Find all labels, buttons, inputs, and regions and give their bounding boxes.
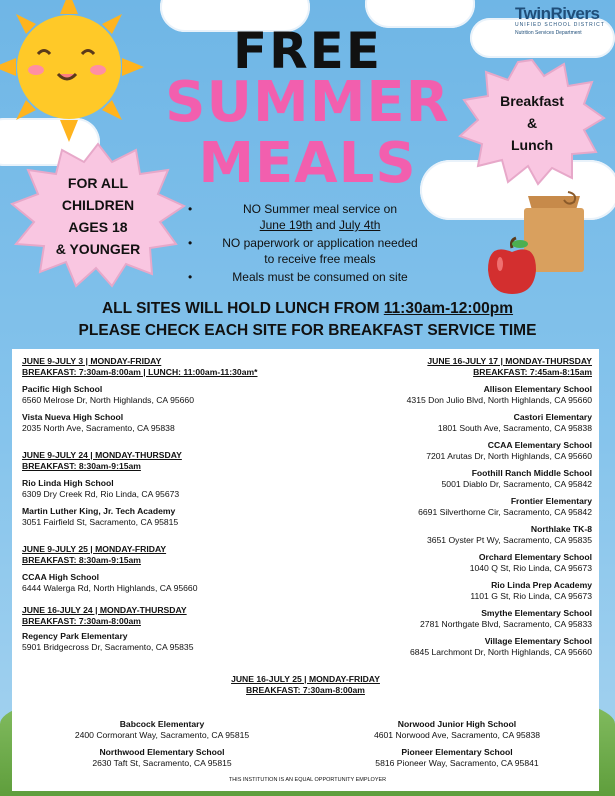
burst-line: & — [526, 115, 538, 131]
group-heading: JUNE 16-JULY 25 | MONDAY-FRIDAY — [231, 674, 380, 684]
site-address: 2035 North Ave, Sacramento, CA 95838 — [22, 423, 175, 433]
site-address: 1101 G St, Rio Linda, CA 95673 — [470, 591, 592, 601]
lunch-time-headline — [0, 300, 615, 318]
schedule-group-left-3 — [22, 544, 322, 594]
schedule-group-left-1 — [22, 356, 322, 434]
site-address: 5001 Diablo Dr, Sacramento, CA 95842 — [441, 479, 592, 489]
logo-department: Nutrition Services Department — [515, 30, 582, 36]
site-address: 7201 Arutas Dr, North Highlands, CA 95660 — [426, 451, 592, 461]
apple-icon — [486, 236, 538, 296]
site-name: Pioneer Elementary School — [401, 747, 513, 757]
bullet-on-site — [194, 269, 446, 285]
schedule-box — [12, 349, 599, 791]
site-name: Northlake TK-8 — [530, 524, 592, 534]
site-address: 3651 Oyster Pt Wy, Sacramento, CA 95835 — [426, 535, 592, 545]
site-address: 6444 Walerga Rd, North Highlands, CA 95660 — [22, 583, 198, 593]
site-address: 5816 Pioneer Way, Sacramento, CA 95841 — [375, 758, 539, 768]
site-address: 1801 South Ave, Sacramento, CA 95838 — [437, 423, 592, 433]
group-heading: JUNE 9-JULY 25 | MONDAY-FRIDAY — [22, 544, 167, 554]
site-address: 6691 Silverthorne Cir, Sacramento, CA 95842 — [418, 507, 592, 517]
burst-line: Breakfast — [500, 93, 564, 109]
group-hours: BREAKFAST: 7:30am-8:00am | LUNCH: 11:00am-11:30am* — [22, 367, 258, 377]
site-address: 2630 Taft St, Sacramento, CA 95815 — [92, 758, 232, 768]
site-address: 4315 Don Julio Blvd, North Highlands, CA 95660 — [406, 395, 592, 405]
bullet-text: to receive free meals — [264, 252, 376, 266]
site-name: Martin Luther King, Jr. Tech Academy — [22, 506, 176, 516]
site-address: 2781 Northgate Blvd, Sacramento, CA 95833 — [420, 619, 592, 629]
lunch-time: 11:30am-12:00pm — [383, 300, 514, 317]
site-address: 6560 Melrose Dr, North Highlands, CA 95660 — [22, 395, 194, 405]
site-address: 5901 Bridgecross Dr, Sacramento, CA 95835 — [22, 642, 194, 652]
group-heading: JUNE 9-JULY 24 | MONDAY-THURSDAY — [22, 450, 182, 460]
logo-name: TwinRivers — [515, 4, 600, 23]
meals-burst — [458, 56, 606, 186]
burst-line: Lunch — [511, 137, 553, 153]
group-hours: BREAKFAST: 8:30am-9:15am — [22, 555, 141, 565]
site-name: Vista Nueva High School — [22, 412, 124, 422]
site-address: 6845 Larchmont Dr, North Highlands, CA 95660 — [409, 647, 592, 657]
bullet-text: and — [312, 218, 340, 232]
headline-text: ALL SITES WILL HOLD LUNCH FROM — [101, 300, 384, 317]
site-name: Regency Park Elementary — [22, 631, 128, 641]
site-address: 6309 Dry Creek Rd, Rio Linda, CA 95673 — [22, 489, 180, 499]
schedule-group-bottom — [12, 674, 599, 696]
group-hours: BREAKFAST: 7:30am-8:00am — [22, 616, 141, 626]
site-name: CCAA High School — [22, 572, 100, 582]
eligibility-burst — [8, 140, 188, 290]
site-name: Babcock Elementary — [119, 719, 205, 729]
site-name: Foothill Ranch Middle School — [471, 468, 592, 478]
info-bullets — [194, 201, 446, 287]
title-meals: MEALS — [198, 131, 417, 196]
site-name: Castori Elementary — [513, 412, 592, 422]
bullet-text: NO Summer meal service on — [242, 202, 398, 216]
schedule-group-left-4 — [22, 605, 322, 653]
site-name: CCAA Elementary School — [487, 440, 592, 450]
group-heading: JUNE 16-JULY 17 | MONDAY-THURSDAY — [427, 356, 592, 366]
closed-date: June 19th — [259, 218, 313, 232]
bottom-sites-left — [42, 713, 282, 769]
site-name: Rio Linda Prep Academy — [491, 580, 592, 590]
bullet-no-paperwork — [194, 235, 446, 267]
schedule-group-right — [312, 356, 592, 658]
site-name: Smythe Elementary School — [481, 608, 592, 618]
burst-line: AGES 18 — [68, 219, 128, 235]
site-name: Village Elementary School — [484, 636, 592, 646]
bullet-no-service — [194, 201, 446, 233]
site-name: Pacific High School — [22, 384, 103, 394]
logo-subtitle: UNIFIED SCHOOL DISTRICT — [515, 22, 605, 28]
group-hours: BREAKFAST: 8:30am-9:15am — [22, 461, 141, 471]
site-name: Orchard Elementary School — [478, 552, 592, 562]
site-address: 3051 Fairfield St, Sacramento, CA 95815 — [22, 517, 179, 527]
title-summer: SUMMER — [165, 70, 450, 135]
site-name: Norwood Junior High School — [397, 719, 517, 729]
equal-opportunity-footer: THIS INSTITUTION IS AN EQUAL OPPORTUNITY EMPLOYER — [228, 777, 387, 783]
burst-line: FOR ALL — [67, 175, 129, 191]
site-address: 1040 Q St, Rio Linda, CA 95673 — [469, 563, 592, 573]
site-address: 2400 Cormorant Way, Sacramento, CA 95815 — [74, 730, 250, 740]
bottom-sites-right — [337, 713, 577, 769]
burst-line: CHILDREN — [61, 197, 135, 213]
group-hours: BREAKFAST: 7:45am-8:15am — [473, 367, 592, 377]
group-heading: JUNE 16-JULY 24 | MONDAY-THURSDAY — [22, 605, 187, 615]
group-hours: BREAKFAST: 7:30am-8:00am — [246, 685, 365, 695]
breakfast-note-headline: PLEASE CHECK EACH SITE FOR BREAKFAST SERVICE TIME — [78, 322, 537, 339]
bullet-text: NO paperwork or application needed — [222, 236, 418, 250]
site-name: Frontier Elementary — [510, 496, 592, 506]
schedule-group-left-2 — [22, 450, 322, 528]
closed-date: July 4th — [339, 218, 381, 232]
bullet-text: Meals must be consumed on site — [232, 270, 408, 284]
title-free: FREE — [233, 22, 382, 80]
burst-line: & YOUNGER — [55, 241, 141, 257]
site-name: Rio Linda High School — [22, 478, 114, 488]
site-name: Allison Elementary School — [483, 384, 592, 394]
group-heading: JUNE 9-JULY 3 | MONDAY-FRIDAY — [22, 356, 162, 366]
site-address: 4601 Norwood Ave, Sacramento, CA 95838 — [373, 730, 541, 740]
site-name: Northwood Elementary School — [99, 747, 225, 757]
